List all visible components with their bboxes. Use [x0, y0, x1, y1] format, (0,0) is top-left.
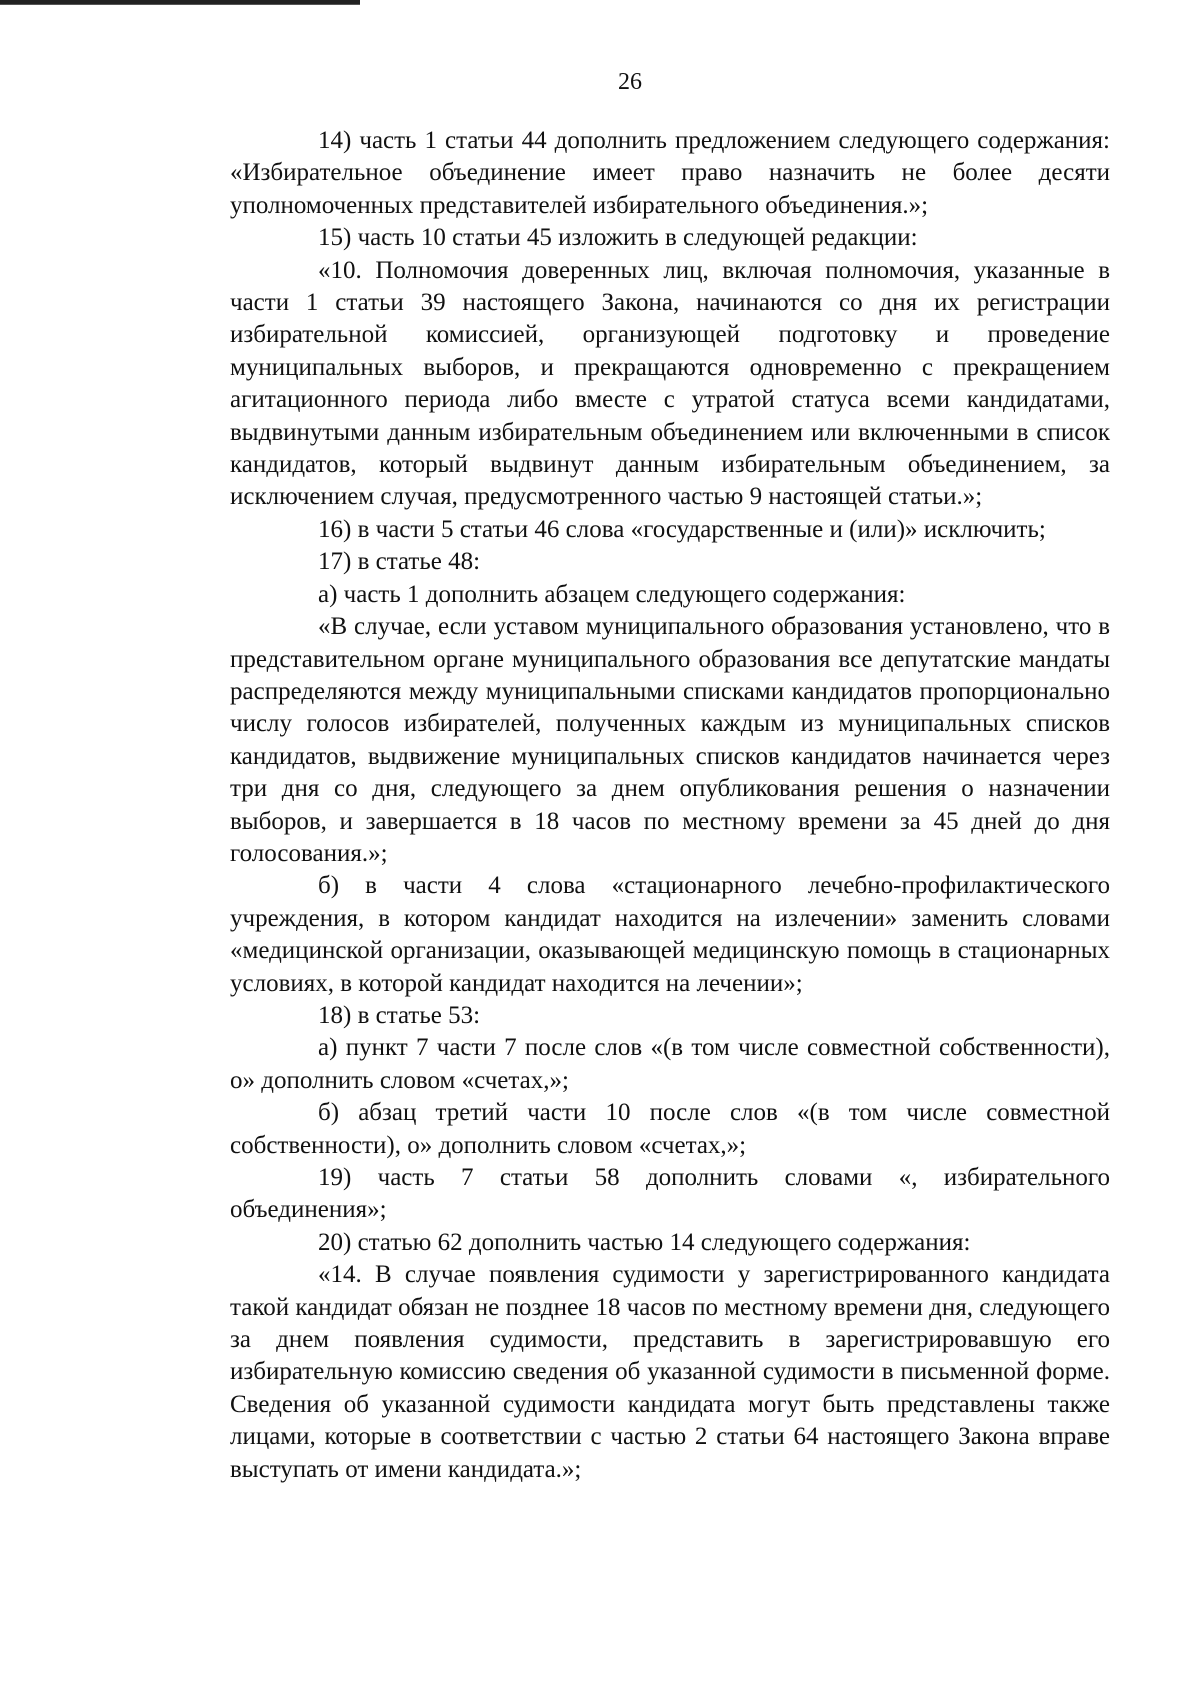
document-body	[230, 125, 1110, 1486]
paragraph-subitem-b-53: б) абзац третий части 10 после слов «(в том числе совместной собственности), о» дополнить словом «счетах,»;	[230, 1099, 1110, 1159]
paragraph-subitem-b: б) в части 4 слова «стационарного лечебно-профилактического учреждения, в котором кандидат находится на излечении» заменить словами «медицинской организации, оказывающей медицинскую помощь в стационарных условиях, в которой кандидат находится на лечении»;	[230, 872, 1110, 997]
paragraph-subitem-a: а) часть 1 дополнить абзацем следующего содержания:	[318, 580, 906, 608]
paragraph-item-19: 19) часть 7 статьи 58 дополнить словами «, избирательного объединения»;	[230, 1164, 1110, 1224]
paragraph-quote-case: «В случае, если уставом муниципального образования установлено, что в представительном органе муниципального образования все депутатские мандаты распределяются между муниципальными списками кандидатов пропорционально числу голосов избирателей, полученных каждым из муниципальных списков кандидатов, выдвижение муниципальных списков кандидатов начинается через три дня со дня, следующего за днем опубликования решения о назначении выборов, и завершается в 18 часов по местному времени за 45 дней до дня голосования.»;	[230, 613, 1110, 867]
page-number: 26	[618, 69, 642, 95]
paragraph-quote-14: «14. В случае появления судимости у зарегистрированного кандидата такой кандидат обязан не позднее 18 часов по местному времени дня, следующего за днем появления судимости, представить в зарегистрировавшую его избирательную комиссию сведения об указанной судимости в письменной форме. Сведения об указанной судимости кандидата могут быть представлены также лицами, которые в соответствии с частью 2 статьи 64 настоящего Закона вправе выступать от имени кандидата.»;	[230, 1261, 1110, 1483]
paragraph-item-18: 18) в статье 53:	[318, 1001, 481, 1029]
paragraph-item-16: 16) в части 5 статьи 46 слова «государственные и (или)» исключить;	[318, 515, 1046, 543]
paragraph-item-20: 20) статью 62 дополнить частью 14 следующего содержания:	[318, 1228, 971, 1256]
paragraph-item-17: 17) в статье 48:	[318, 548, 481, 576]
scan-edge-rule	[0, 0, 360, 5]
paragraph-subitem-a-53: а) пункт 7 части 7 после слов «(в том числе совместной собственности), о» дополнить словом «счетах,»;	[230, 1034, 1110, 1094]
paragraph-quote-10: «10. Полномочия доверенных лиц, включая полномочия, указанные в части 1 статьи 39 настоящего Закона, начинаются со дня их регистрации избирательной комиссией, организующей подготовку и проведение муниципальных выборов, и прекращаются одновременно с прекращением агитационного периода либо вместе с утратой статуса всеми кандидатами, выдвинутыми данным избирательным объединением или включенными в список кандидатов, который выдвинут данным избирательным объединением, за исключением случая, предусмотренного частью 9 настоящей статьи.»;	[230, 256, 1110, 511]
paragraph-item-15: 15) часть 10 статьи 45 изложить в следующей редакции:	[318, 224, 918, 252]
paragraph-item-14: 14) часть 1 статьи 44 дополнить предложением следующего содержания: «Избирательное объединение имеет право назначить не более десяти уполномоченных представителей избирательного объединения.»;	[230, 127, 1110, 219]
